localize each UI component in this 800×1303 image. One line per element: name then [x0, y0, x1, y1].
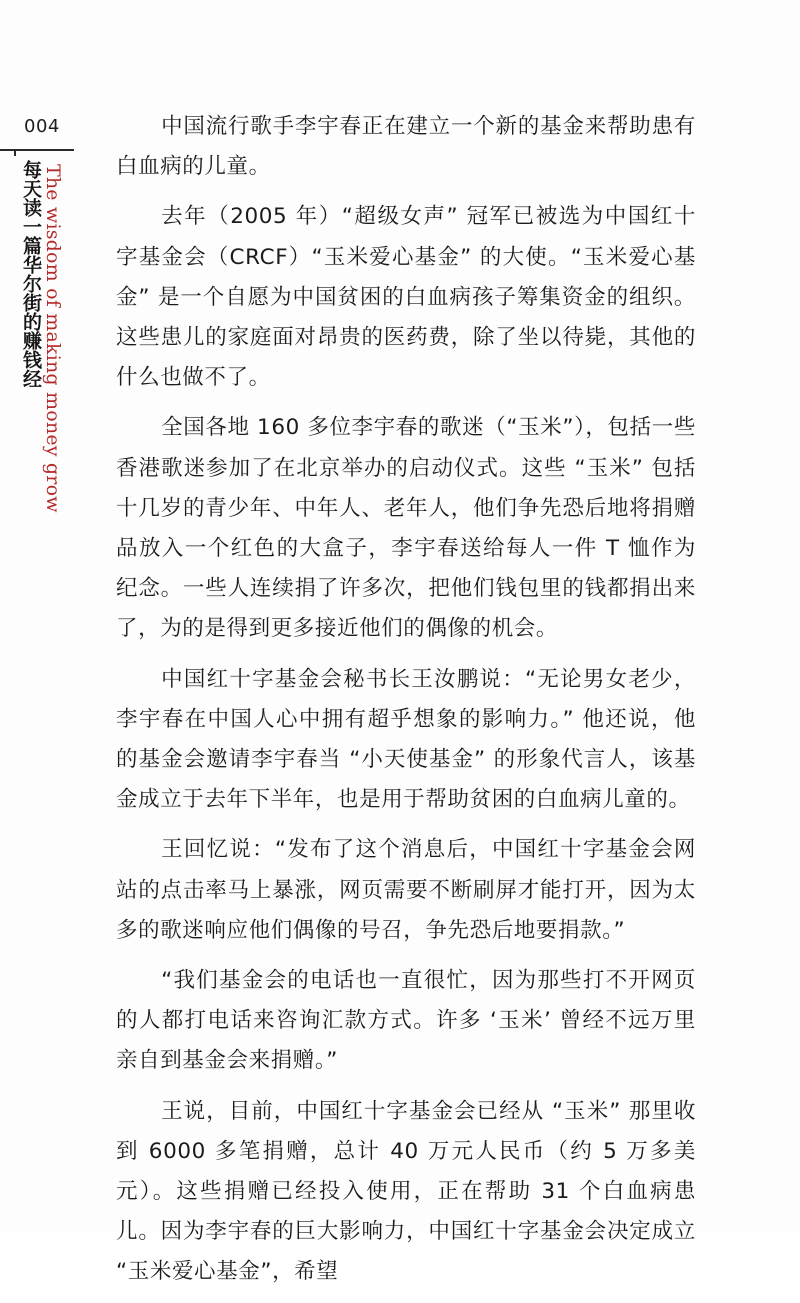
book-title-chinese: 每天读一篇华尔街的赚钱经 — [20, 160, 42, 388]
margin-rule — [0, 149, 74, 151]
paragraph-1: 中国流行歌手李宇春正在建立一个新的基金来帮助患有白血病的儿童。 — [116, 114, 696, 180]
paragraph-4: 中国红十字基金会秘书长王汝鹏说：“无论男女老少，李宇春在中国人心中拥有超乎想象的影响力。” 他还说，他的基金会邀请李宇春当 “小天使基金” 的形象代言人，该基金成立于去年下半年，也是用于帮助贫困的白血病儿童的。 — [116, 666, 696, 813]
paragraph-6: “我们基金会的电话也一直很忙，因为那些打不开网页的人都打电话来咨询汇款方式。许多 ‘玉米’ 曾经不远万里亲自到基金会来捐赠。” — [116, 968, 696, 1074]
paragraph-7: 王说，目前，中国红十字基金会已经从 “玉米” 那里收到 6000 多笔捐赠，总计 40 万元人民币（约 5 万多美元）。这些捐赠已经投入使用，正在帮助 31 个白血病患儿。因为李宇春的巨大影响力，中国红十字基金会决定成立 “玉米爱心基金”，希望 — [116, 1098, 696, 1285]
paragraph-3: 全国各地 160 多位李宇春的歌迷（“玉米”），包括一些香港歌迷参加了在北京举办的启动仪式。这些 “玉米” 包括十几岁的青少年、中年人、老年人，他们争先恐后地将捐赠品放入一个红色的大盒子，李宇春送给每人一件 T 恤作为纪念。一些人连续捐了许多次，把他们钱包里的钱都捐出来了，为的是得到更多接近他们的偶像的机会。 — [116, 415, 696, 642]
paragraph-5: 王回忆说：“发布了这个消息后，中国红十字基金会网站的点击率马上暴涨，网页需要不断刷屏才能打开，因为太多的歌迷响应他们偶像的号召，争先恐后地要捐款。” — [116, 837, 696, 943]
margin-tick — [14, 150, 16, 156]
body-text — [116, 107, 696, 1303]
page-number: 004 — [24, 116, 60, 137]
paragraph-2: 去年（2005 年）“超级女声” 冠军已被选为中国红十字基金会（CRCF）“玉米爱心基金” 的大使。“玉米爱心基金” 是一个自愿为中国贫困的白血病孩子筹集资金的组织。这些患儿的家庭面对昂贵的医药费，除了坐以待毙，其他的什么也做不了。 — [116, 204, 696, 391]
book-title-english: The wisdom of making money grow — [42, 164, 64, 513]
